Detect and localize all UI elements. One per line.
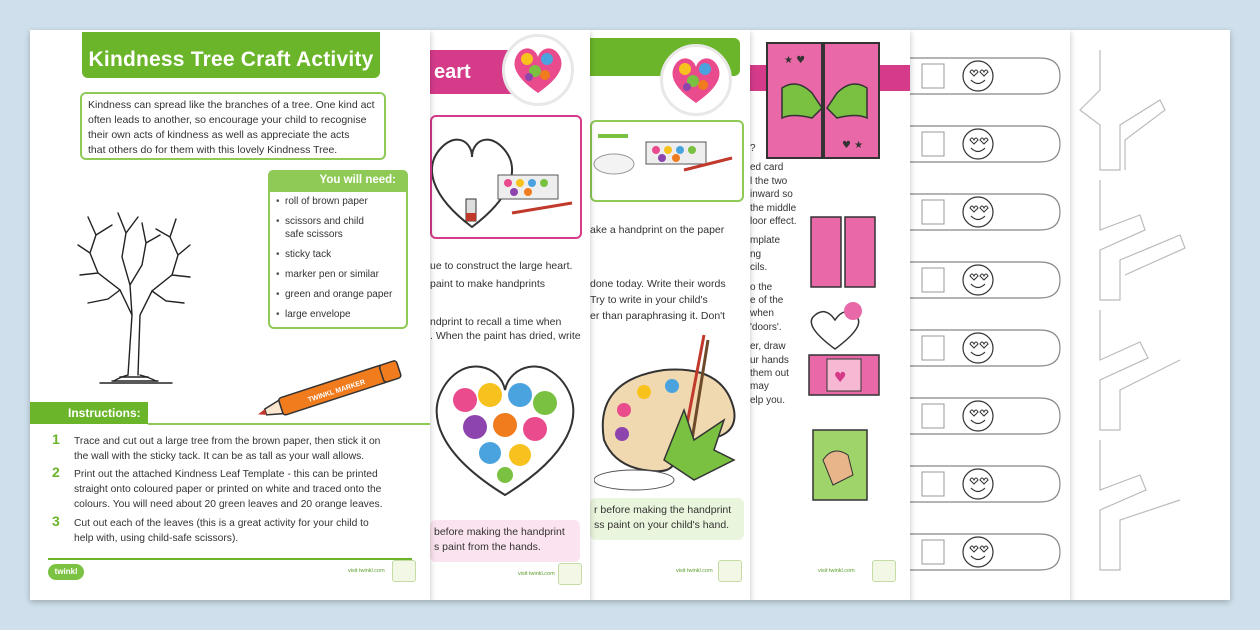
smiley-face-icon bbox=[910, 48, 1070, 104]
step-text-line: the wall with the sticky tack. It can be as tall as your wall allows. bbox=[74, 451, 365, 462]
material-item-line: • large envelope bbox=[285, 309, 351, 320]
material-item-line: • roll of brown paper bbox=[285, 196, 368, 207]
page4-text-line: ? bbox=[750, 143, 756, 154]
page2-materials-box bbox=[430, 115, 582, 239]
step-text-line: Trace and cut out a large tree from the brown paper, then stick it on bbox=[74, 436, 381, 447]
emoji-strip-row bbox=[910, 184, 1070, 240]
page2-text-line: paint to make handprints bbox=[430, 278, 545, 290]
page3-tip-box bbox=[590, 498, 744, 540]
handprint-heart-illustration bbox=[430, 355, 580, 505]
materials-list bbox=[276, 195, 400, 321]
page4-text-line: loor effect. bbox=[750, 216, 797, 227]
material-item bbox=[276, 215, 400, 241]
handprint-heart-icon bbox=[505, 37, 571, 103]
page3-text-line: er than paraphrasing it. Don't bbox=[590, 310, 726, 322]
emoji-strip-row bbox=[910, 524, 1070, 580]
material-item-line: • green and orange paper bbox=[285, 289, 393, 300]
page4-text-line: when bbox=[750, 308, 774, 320]
emoji-strip-row bbox=[910, 48, 1070, 104]
intro-line: their own acts of kindness as well as appreciate the acts bbox=[88, 129, 350, 141]
page4-text-line: mplate bbox=[750, 235, 781, 247]
material-item bbox=[276, 308, 400, 321]
step-text bbox=[52, 431, 412, 464]
page3-footer-url: visit twinkl.com bbox=[676, 568, 713, 574]
footer-divider bbox=[48, 558, 412, 560]
page4-text-line: cils. bbox=[750, 262, 768, 274]
emoji-strip-row bbox=[910, 252, 1070, 308]
card-step-illustrations bbox=[805, 215, 895, 515]
handprint-page-green bbox=[590, 30, 750, 600]
material-item-line: safe scissors bbox=[285, 229, 343, 240]
page4-text-line: 'doors'. bbox=[750, 321, 782, 333]
step-text bbox=[52, 513, 412, 546]
page2-text-line: . When the paint has dried, write bbox=[430, 330, 581, 342]
material-item bbox=[276, 195, 400, 208]
page2-text-line: ndprint to recall a time when bbox=[430, 316, 562, 328]
smiley-face-icon bbox=[910, 456, 1070, 512]
page3-text-line: Try to write in your child's bbox=[590, 294, 708, 306]
marker-pen-icon bbox=[248, 360, 413, 420]
page3-heart-badge bbox=[660, 44, 732, 116]
step-text-line: Print out the attached Kindness Leaf Template - this can be printed bbox=[74, 469, 378, 480]
material-item bbox=[276, 248, 400, 261]
intro-line: Kindness can spread like the branches of a tree. One kind act bbox=[88, 99, 375, 111]
page2-tip-line: s paint from the hands. bbox=[434, 541, 541, 553]
step-text-line: help with, using child-safe scissors). bbox=[74, 533, 239, 544]
door-card-page bbox=[750, 30, 910, 600]
step-number: 2 bbox=[52, 464, 60, 480]
page4-text-line: may bbox=[750, 381, 769, 393]
material-item bbox=[276, 268, 400, 281]
instruction-step bbox=[52, 431, 412, 464]
emoji-strip-page bbox=[910, 30, 1070, 600]
page4-text-line: the middle bbox=[750, 202, 797, 214]
step-number: 3 bbox=[52, 513, 60, 529]
instructions-divider bbox=[148, 423, 430, 425]
intro-line: that others do for them with this lovely Kindness Tree. bbox=[88, 144, 338, 156]
step-number: 1 bbox=[52, 431, 60, 447]
smiley-face-icon bbox=[910, 184, 1070, 240]
page3-tip-line: r before making the handprint bbox=[594, 504, 732, 516]
emoji-strip-row bbox=[910, 456, 1070, 512]
card-hands-illustration bbox=[762, 38, 892, 168]
leaf-template-page bbox=[1070, 30, 1230, 600]
palette-hand-illustration bbox=[594, 330, 744, 500]
footer-badge bbox=[392, 560, 416, 582]
smiley-face-icon bbox=[910, 388, 1070, 444]
handprint-page-pink bbox=[430, 30, 590, 600]
page2-tip-text bbox=[434, 525, 576, 555]
instruction-step bbox=[52, 513, 412, 546]
emoji-strip-row bbox=[910, 116, 1070, 172]
instruction-step bbox=[52, 464, 412, 512]
page3-footer-badge bbox=[718, 560, 742, 582]
page4-footer-badge bbox=[872, 560, 896, 582]
intro-text bbox=[88, 98, 378, 158]
heart-paint-materials-illustration bbox=[432, 117, 580, 237]
paint-materials-illustration bbox=[592, 122, 742, 200]
page4-text-line: ur hands bbox=[750, 354, 789, 366]
page-title: Kindness Tree Craft Activity bbox=[82, 32, 380, 78]
twinkl-logo: twinkl bbox=[48, 564, 84, 580]
svg-text:★ ♥: ★ ♥ bbox=[784, 55, 806, 66]
intro-text-box bbox=[80, 92, 386, 160]
handprint-heart-icon bbox=[663, 47, 729, 113]
material-item-line: • sticky tack bbox=[285, 249, 332, 260]
step-text bbox=[52, 464, 412, 512]
you-will-need-list bbox=[268, 190, 408, 329]
smiley-face-icon bbox=[910, 524, 1070, 580]
footer-url: visit twinkl.com bbox=[348, 568, 385, 574]
page2-heart-badge bbox=[502, 34, 574, 106]
intro-line: often leads to another, so encourage your child to recognise bbox=[88, 114, 367, 126]
page3-text-line: ake a handprint on the paper bbox=[590, 224, 725, 236]
smiley-face-icon bbox=[910, 252, 1070, 308]
you-will-need-heading: You will need: bbox=[268, 170, 408, 190]
svg-text:♥: ♥ bbox=[834, 370, 847, 386]
kindness-tree-front-page bbox=[30, 30, 430, 600]
page4-text-line: e of the bbox=[750, 295, 784, 306]
step-text-line: colours. You will need about 20 green leaves and 20 orange leaves. bbox=[74, 499, 383, 510]
step-text-line: Cut out each of the leaves (this is a great activity for your child to bbox=[74, 518, 369, 529]
page4-text-line: them out bbox=[750, 368, 789, 379]
page3-materials-box bbox=[590, 120, 744, 202]
material-item-line: • marker pen or similar bbox=[285, 269, 379, 280]
emoji-strip-row bbox=[910, 320, 1070, 376]
material-item bbox=[276, 288, 400, 301]
page2-title-banner: eart bbox=[430, 50, 560, 94]
page3-text-line: done today. Write their words bbox=[590, 278, 726, 290]
page3-tip-line: ss paint on your child's hand. bbox=[594, 519, 730, 531]
page4-text-line: er, draw bbox=[750, 341, 786, 353]
page2-footer-badge bbox=[558, 563, 582, 585]
page2-text-line: ue to construct the large heart. bbox=[430, 260, 573, 272]
page4-text-line: elp you. bbox=[750, 394, 786, 406]
step-text-line: straight onto coloured paper or printed on white and traced onto the bbox=[74, 484, 382, 495]
page4-footer-url: visit twinkl.com bbox=[818, 568, 855, 574]
leaf-outlines bbox=[1070, 30, 1230, 600]
page2-footer-url: visit twinkl.com bbox=[518, 571, 555, 577]
marker-label: TWINKL MARKER bbox=[307, 378, 367, 405]
emoji-strip-row bbox=[910, 388, 1070, 444]
page4-text-line: o the bbox=[750, 281, 773, 293]
page4-text-line: inward so bbox=[750, 189, 793, 201]
page4-text-line: ng bbox=[750, 248, 762, 260]
instructions-heading: Instructions: bbox=[30, 402, 148, 424]
material-item-line: • scissors and child bbox=[285, 216, 364, 227]
smiley-face-icon bbox=[910, 116, 1070, 172]
smiley-face-icon bbox=[910, 320, 1070, 376]
tree-illustration bbox=[60, 195, 210, 385]
page4-text-line: l the two bbox=[750, 175, 788, 187]
page3-tip-text bbox=[594, 503, 740, 533]
svg-text:♥ ★: ♥ ★ bbox=[842, 140, 864, 151]
page2-tip-box bbox=[430, 520, 580, 562]
page4-text-line: ed card bbox=[750, 162, 784, 174]
page2-tip-line: before making the handprint bbox=[434, 526, 565, 538]
